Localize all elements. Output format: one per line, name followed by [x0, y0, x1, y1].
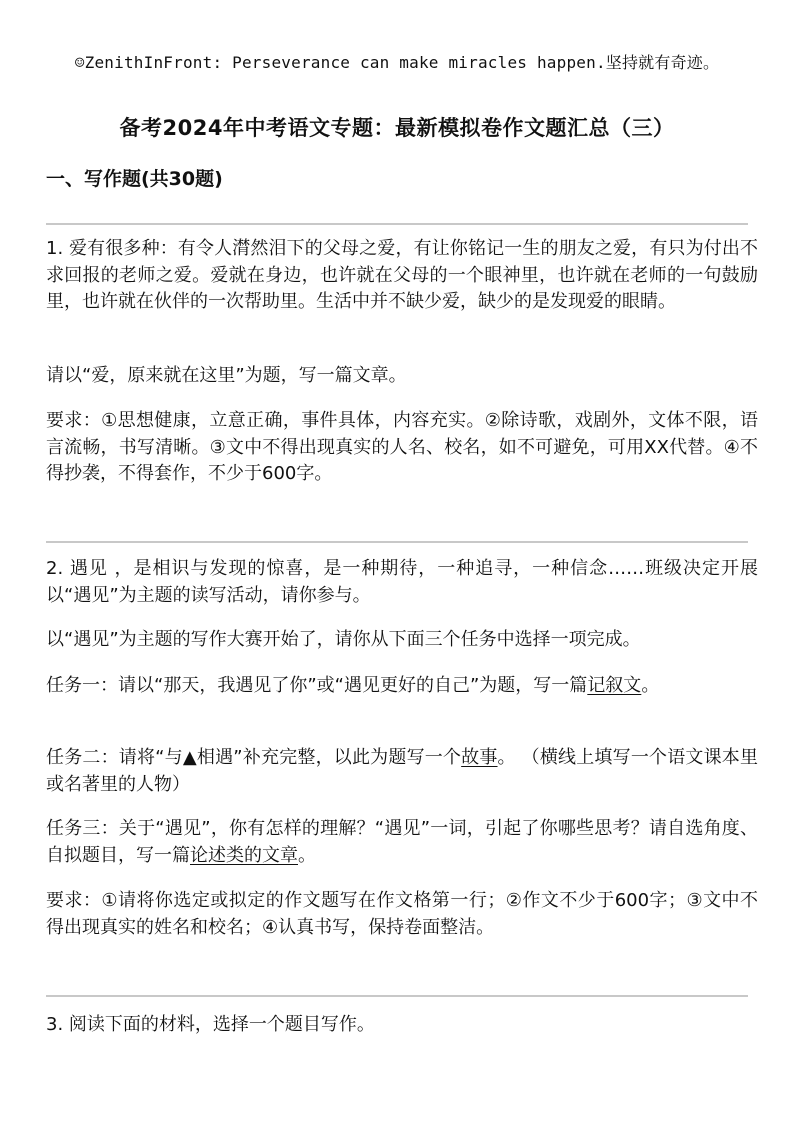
task-1-text: 任务一：请以“那天，我遇见了你”或“遇见更好的自己”为题，写一篇 [46, 675, 588, 696]
question-2-requirements: 要求：①请将你选定或拟定的作文题写在作文格第一行；②作文不少于600字；③文中不得出现真实的姓名和校名；④认真书写，保持卷面整洁。 [46, 890, 758, 938]
task-3-genre: 论述类的文章 [190, 844, 298, 866]
task-1-end: 。 [641, 675, 660, 696]
task-3-end: 。 [298, 844, 316, 866]
question-3-intro: 3. 阅读下面的材料，选择一个题目写作。 [46, 1014, 375, 1035]
question-1-intro: 1. 爱有很多种：有令人潸然泪下的父母之爱，有让你铭记一生的朋友之爱，有只为付出不求回报的老师之爱。爱就在身边，也许就在父母的一个眼神里，也许就在老师的一句鼓励里，也许就在伙伴的一次帮助里。生活中并不缺少爱，缺少的是发现爱的眼睛。 [46, 238, 758, 312]
question-2-task-1 [46, 673, 758, 700]
question-2-intro: 2. 遇见 ，是相识与发现的惊喜，是一种期待，一种追寻，一种信念……班级决定开展以“遇见”为主题的读写活动，请你参与。 [46, 558, 758, 606]
question-2-prompt: 以“遇见”为主题的写作大赛开始了，请你从下面三个任务中选择一项完成。 [46, 629, 641, 650]
question-1-requirements: 要求：①思想健康，立意正确，事件具体，内容充实。②除诗歌，戏剧外，文体不限，语言流畅，书写清晰。③文中不得出现真实的人名、校名，如不可避免，可用XX代替。④不得抄袭，不得套作，不少于600字。 [46, 410, 758, 484]
task-2-end: 。 （横线上填写一个语文课本里或名著里的人物） [46, 747, 758, 795]
task-3-text: 任务三：关于“遇见”，你有怎样的理解？“遇见”一词，引起了你哪些思考？请自选角度、自拟题目，写一篇 [46, 818, 758, 866]
question-1-prompt: 请以“爱，原来就在这里”为题，写一篇文章。 [46, 365, 407, 386]
header-motto: ☺ZenithInFront: Perseverance can make miracles happen.坚持就有奇迹。 [74, 53, 720, 72]
question-2-task-3 [46, 816, 758, 869]
divider [46, 995, 748, 997]
divider [46, 541, 748, 543]
divider [46, 223, 748, 225]
question-2-task-2 [46, 745, 758, 798]
task-1-genre: 记叙文 [587, 675, 642, 696]
task-2-text: 任务二：请将“与▲相遇”补充完整，以此为题写一个 [46, 747, 462, 768]
section-heading: 一、写作题(共30题) [46, 168, 223, 190]
page-title: 备考2024年中考语文专题：最新模拟卷作文题汇总（三） [119, 116, 675, 140]
task-2-genre: 故事 [461, 747, 498, 768]
